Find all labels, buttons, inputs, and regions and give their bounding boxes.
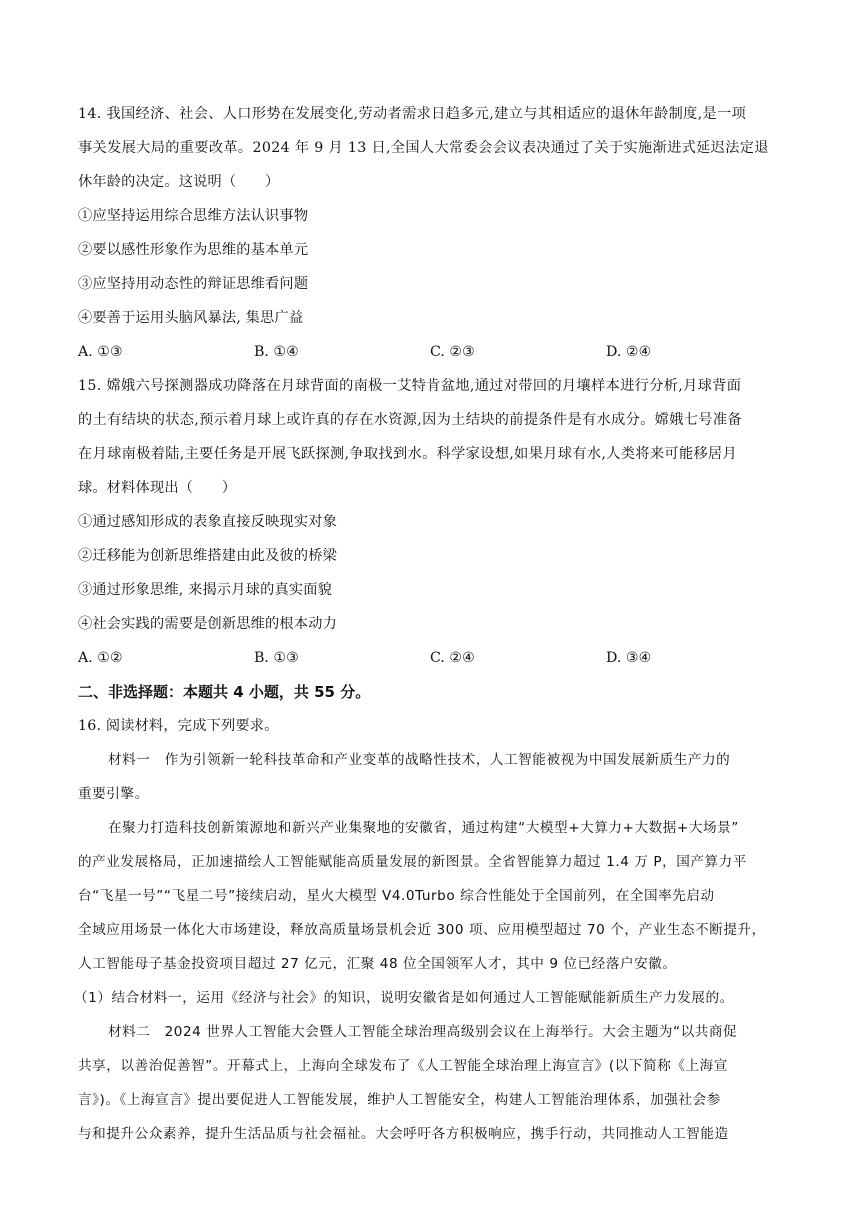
q15-stem-line-3: 在月球南极着陆,主要任务是开展飞跃探测,争取找到水。科学家设想,如果月球有水,人类将来可能移居月 [78,446,738,462]
q15-stem-line-4: 球。材料体现出（ ） [78,480,237,496]
q14-stem-line-3: 休年龄的决定。这说明（ ） [78,174,280,190]
q14-statement-3: ③应坚持用动态性的辩证思维看问题 [78,276,309,292]
q14-option-c: C. ②③ [430,344,475,360]
q15-option-a: A. ①② [78,650,123,666]
q16-intro: 16. 阅读材料，完成下列要求。 [78,718,279,734]
q16-material1b-line-4: 全域应用场景一体化大市场建设，释放高质量场景机会近 300 项、应用模型超过 70 个，产业生态不断提升， [78,922,766,938]
q16-subquestion-1: （1）结合材料一，运用《经济与社会》的知识，说明安徽省是如何通过人工智能赋能新质生产力发展的。 [74,990,734,1006]
q16-material1b-line-2: 的产业发展格局，正加速描绘人工智能赋能高质量发展的新图景。全省智能算力超过 1.4 万 P，国产算力平 [78,854,747,870]
q15-option-b: B. ①③ [254,650,299,666]
q14-option-b: B. ①④ [254,344,299,360]
q15-option-c: C. ②④ [430,650,475,666]
q14-option-d: D. ②④ [606,344,652,360]
q16-material2-line-1: 材料二 2024 世界人工智能大会暨人工智能全球治理高级别会议在上海举行。大会主题为“以共商促 [108,1024,738,1040]
q15-option-d: D. ③④ [606,650,652,666]
q14-statement-4: ④要善于运用头脑风暴法, 集思广益 [78,310,304,326]
q16-material1-line-1: 材料一 作为引领新一轮科技革命和产业变革的战略性技术，人工智能被视为中国发展新质生产力的 [108,752,731,768]
q16-material1b-line-5: 人工智能母子基金投资项目超过 27 亿元，汇聚 48 位全国领军人才，其中 9 位已经落户安徽。 [78,956,677,972]
section-heading: 二、非选择题：本题共 4 小题，共 55 分。 [78,683,371,701]
q16-material1b-line-3: 台“飞星一号”“飞星二号”接续启动，星火大模型 V4.0Turbo 综合性能处于全国前列，在全国率先启动 [78,888,715,904]
q15-statement-4: ④社会实践的需要是创新思维的根本动力 [78,616,337,632]
q16-material2-line-2: 共享，以善治促善智”。开幕式上，上海向全球发布了《人工智能全球治理上海宣言》(以下简称《上海宣 [78,1058,728,1074]
q15-statement-1: ①通过感知形成的表象直接反映现实对象 [78,514,337,530]
q16-material2-line-4: 与和提升公众素养，提升生活品质与社会福祉。大会呼吁各方积极响应，携手行动，共同推动人工智能造 [78,1126,729,1142]
q14-stem-line-2: 事关发展大局的重要改革。2024 年 9 月 13 日,全国人大常委会会议表决通过了关于实施渐进式延迟法定退 [78,140,769,156]
q15-statement-3: ③通过形象思维, 来揭示月球的真实面貌 [78,582,333,598]
q16-material2-line-3: 言》)。《上海宣言》提出要促进人工智能发展，维护人工智能安全，构建人工智能治理体系，加强社会参 [78,1092,721,1108]
q14-stem-line-1: 14. 我国经济、社会、人口形势在发展变化,劳动者需求日趋多元,建立与其相适应的退休年龄制度,是一项 [78,106,747,122]
q15-stem-line-1: 15. 嫦娥六号探测器成功降落在月球背面的南极一艾特肯盆地,通过对带回的月壤样本进行分析,月球背面 [78,378,742,394]
q14-statement-1: ①应坚持运用综合思维方法认识事物 [78,208,309,224]
q15-statement-2: ②迁移能为创新思维搭建由此及彼的桥梁 [78,548,337,564]
q14-statement-2: ②要以感性形象作为思维的基本单元 [78,242,309,258]
q16-material1-line-2: 重要引擎。 [78,786,149,802]
q16-material1b-line-1: 在聚力打造科技创新策源地和新兴产业集聚地的安徽省，通过构建“大模型+大算力+大数据+大场景” [108,820,739,836]
q14-option-a: A. ①③ [78,344,123,360]
q15-stem-line-2: 的土有结块的状态,预示着月球上或许真的存在水资源,因为土结块的前提条件是有水成分。嫦娥七号准备 [78,412,742,428]
